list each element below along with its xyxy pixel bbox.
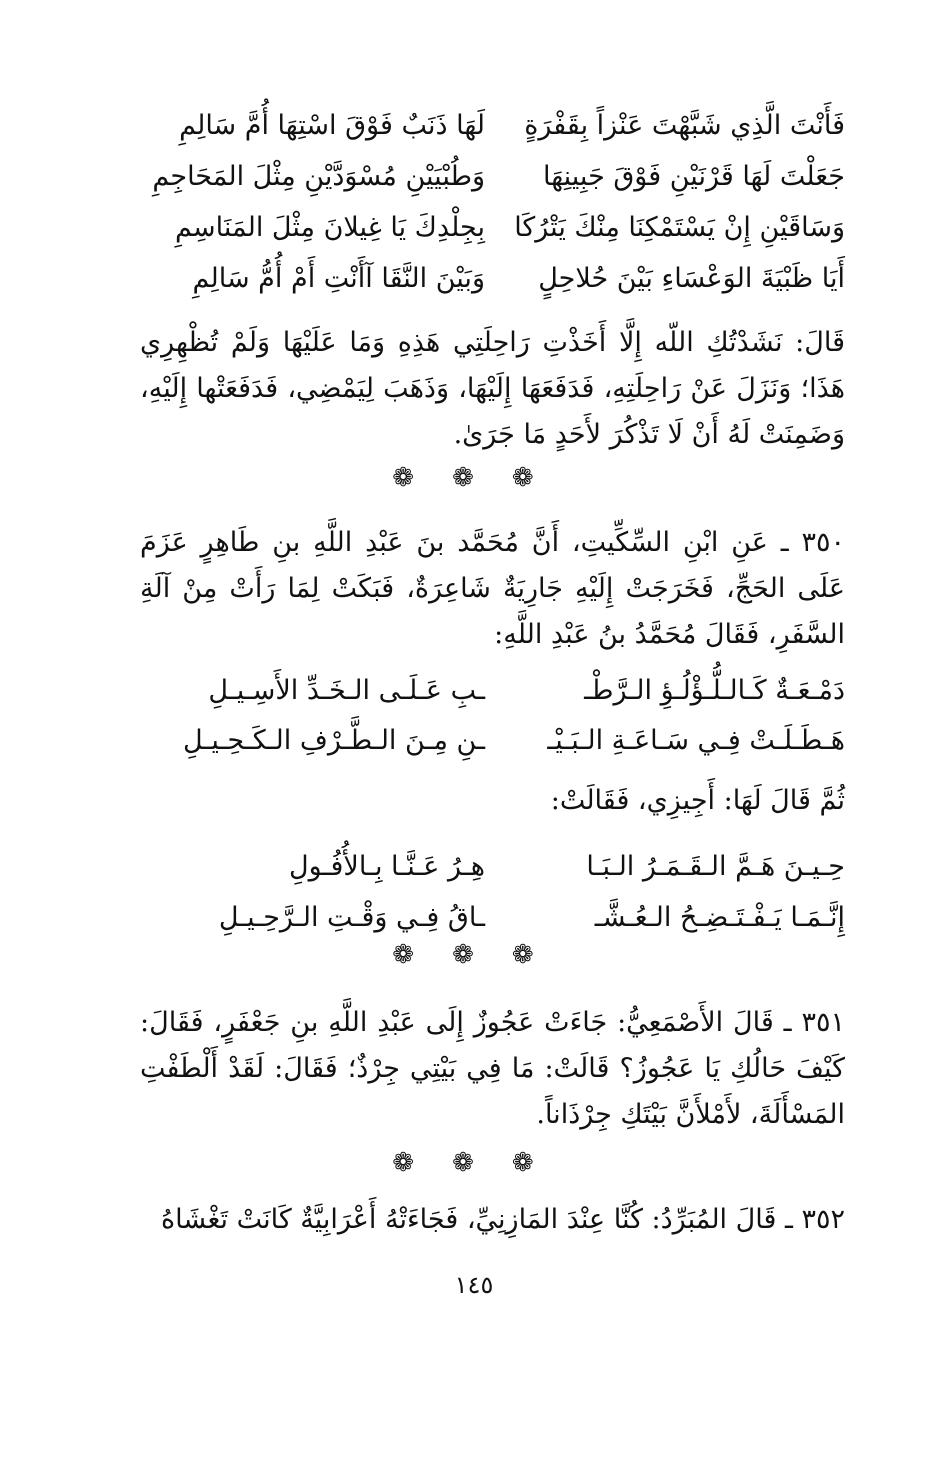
verse-line bbox=[145, 204, 845, 250]
verse-first-hemistich: وَسَاقَيْنِ إِنْ يَسْتَمْكِنَا مِنْكَ يَتْرُكَا bbox=[514, 211, 845, 243]
verse-first-hemistich: دَمْـعَـةٌ كَـالـلُّـؤْلُـؤِ الـرَّطْـ bbox=[584, 674, 845, 706]
verse-line bbox=[145, 255, 845, 301]
ornament-icon: ❁ bbox=[392, 463, 437, 493]
section-divider bbox=[0, 465, 948, 491]
verse-line bbox=[145, 153, 845, 199]
verse-second-hemistich: ـبِ عَـلَـى الـخَـدِّ الأَسِـيـلِ bbox=[208, 674, 485, 706]
verse-first-hemistich: إِنَّـمَـا يَـفْـتَـضِـحُ الـعُـشَّـ bbox=[594, 901, 845, 933]
ornament-icon: ❁ bbox=[452, 940, 496, 970]
ornament-icon: ❁ bbox=[511, 1148, 556, 1178]
ornament-icon: ❁ bbox=[452, 1148, 496, 1178]
ornament-icon: ❁ bbox=[392, 1148, 437, 1178]
ornament-icon: ❁ bbox=[511, 940, 556, 970]
verse-second-hemistich: هِـرُ عَـنَّـا بِـالأُفُـولِ bbox=[289, 850, 485, 882]
verse-first-hemistich: هَـطَـلَـتْ فِـي سَـاعَـةِ الـبَـيْـ bbox=[547, 724, 845, 756]
verse-second-hemistich: وَبَيْنَ النَّقَا آأَنْتِ أَمْ أُمُّ سَالِمِ bbox=[192, 262, 485, 294]
entry-351-paragraph: ٣٥١ ـ قَالَ الأَصْمَعِيُّ: جَاءَتْ عَجُوزٌ إِلَى عَبْدِ اللَّهِ بنِ جَعْفَرٍ، فَقَالَ: كَيْفَ حَالُكِ يَا عَجُوزُ؟ قَالَتْ: مَا فِي بَيْتِي جِرْذٌ؛ فَقَالَ: لَقَدْ أَلْطَفْتِ المَسْأَلَةَ، لأَمْلأَنَّ بَيْتَكِ جِرْذَاناً. bbox=[140, 1007, 845, 1130]
verse-first-hemistich: فَأَنْتَ الَّذِي شَبَّهْتَ عَنْزاً بِقَفْرَةٍ bbox=[524, 109, 845, 141]
verse-first-hemistich: حِـيـنَ هَـمَّ الـقَـمَـرُ الـبَـا bbox=[586, 850, 845, 882]
verse-second-hemistich: ـاقُ فِـي وَقْـتِ الـرَّحِـيـلِ bbox=[218, 901, 485, 933]
ornament-icon: ❁ bbox=[452, 463, 496, 493]
verse-second-hemistich: بِجِلْدِكَ يَا غِيلانَ مِثْلَ المَنَاسِمِ bbox=[175, 211, 485, 243]
verse-line bbox=[145, 894, 845, 940]
verse-line bbox=[145, 843, 845, 889]
section-divider bbox=[0, 942, 948, 968]
prose-paragraph: قَالَ: نَشَدْتُكِ اللّه إِلَّا أَخَذْتِ رَاحِلَتِي هَذِهِ وَمَا عَلَيْهَا وَلَمْ تُظْهِرِي هَذَا؛ وَنَزَلَ عَنْ رَاحِلَتِهِ، فَدَفَعَهَا إِلَيْهَا، وَذَهَبَ لِيَمْضِي، فَدَفَعَتْها إِلَيْهِ، وَضَمِنَتْ لَهُ أَنْ لَا تَذْكُرَ لأَحَدٍ مَا جَرَىٰ. bbox=[140, 327, 845, 450]
verse-second-hemistich: وَطُبْيَيْنِ مُسْوَدَّيْنِ مِثْلَ المَحَاجِمِ bbox=[152, 160, 485, 192]
entry-352-line: ٣٥٢ ـ قَالَ المُبَرِّدُ: كُنَّا عِنْدَ المَازِنِيِّ، فَجَاءَتْهُ أَعْرَابِيَّةٌ كَانَتْ تَغْشَاهُ bbox=[160, 1204, 845, 1235]
verse-line bbox=[145, 717, 845, 763]
page-number: ١٤٥ bbox=[454, 1271, 494, 1299]
verse-second-hemistich: ـنِ مِـنَ الـطَّـرْفِ الـكَـحِـيـلِ bbox=[182, 724, 485, 756]
entry-350-paragraph: ٣٥٠ ـ عَنِ ابْنِ السِّكِّيتِ، أَنَّ مُحَمَّد بنَ عَبْدِ اللَّهِ بنِ طَاهِرٍ عَزَمَ عَلَى الحَجِّ، فَخَرَجَتْ إِلَيْهِ جَارِيَةٌ شَاعِرَةٌ، فَبَكَتْ لِمَا رَأَتْ مِنْ آلَةِ السَّفَرِ، فَقَالَ مُحَمَّدُ بنُ عَبْدِ اللَّهِ: bbox=[140, 527, 845, 650]
section-divider bbox=[0, 1150, 948, 1176]
verse-first-hemistich: جَعَلْتَ لَهَا قَرْنَيْنِ فَوْقَ جَبِينِهَا bbox=[542, 160, 845, 192]
verse-second-hemistich: لَهَا ذَنَبٌ فَوْقَ اسْتِهَا أُمَّ سَالِمِ bbox=[179, 109, 485, 141]
ornament-icon: ❁ bbox=[511, 463, 556, 493]
intro-line: ثُمَّ قَالَ لَهَا: أَجِيزِي، فَقَالَتْ: bbox=[550, 785, 845, 816]
verse-line bbox=[145, 667, 845, 713]
verse-line bbox=[145, 102, 845, 148]
verse-first-hemistich: أَيَا ظَبْيَةَ الوَعْسَاءِ بَيْنَ حُلاحِلٍ bbox=[538, 262, 845, 294]
ornament-icon: ❁ bbox=[392, 940, 437, 970]
